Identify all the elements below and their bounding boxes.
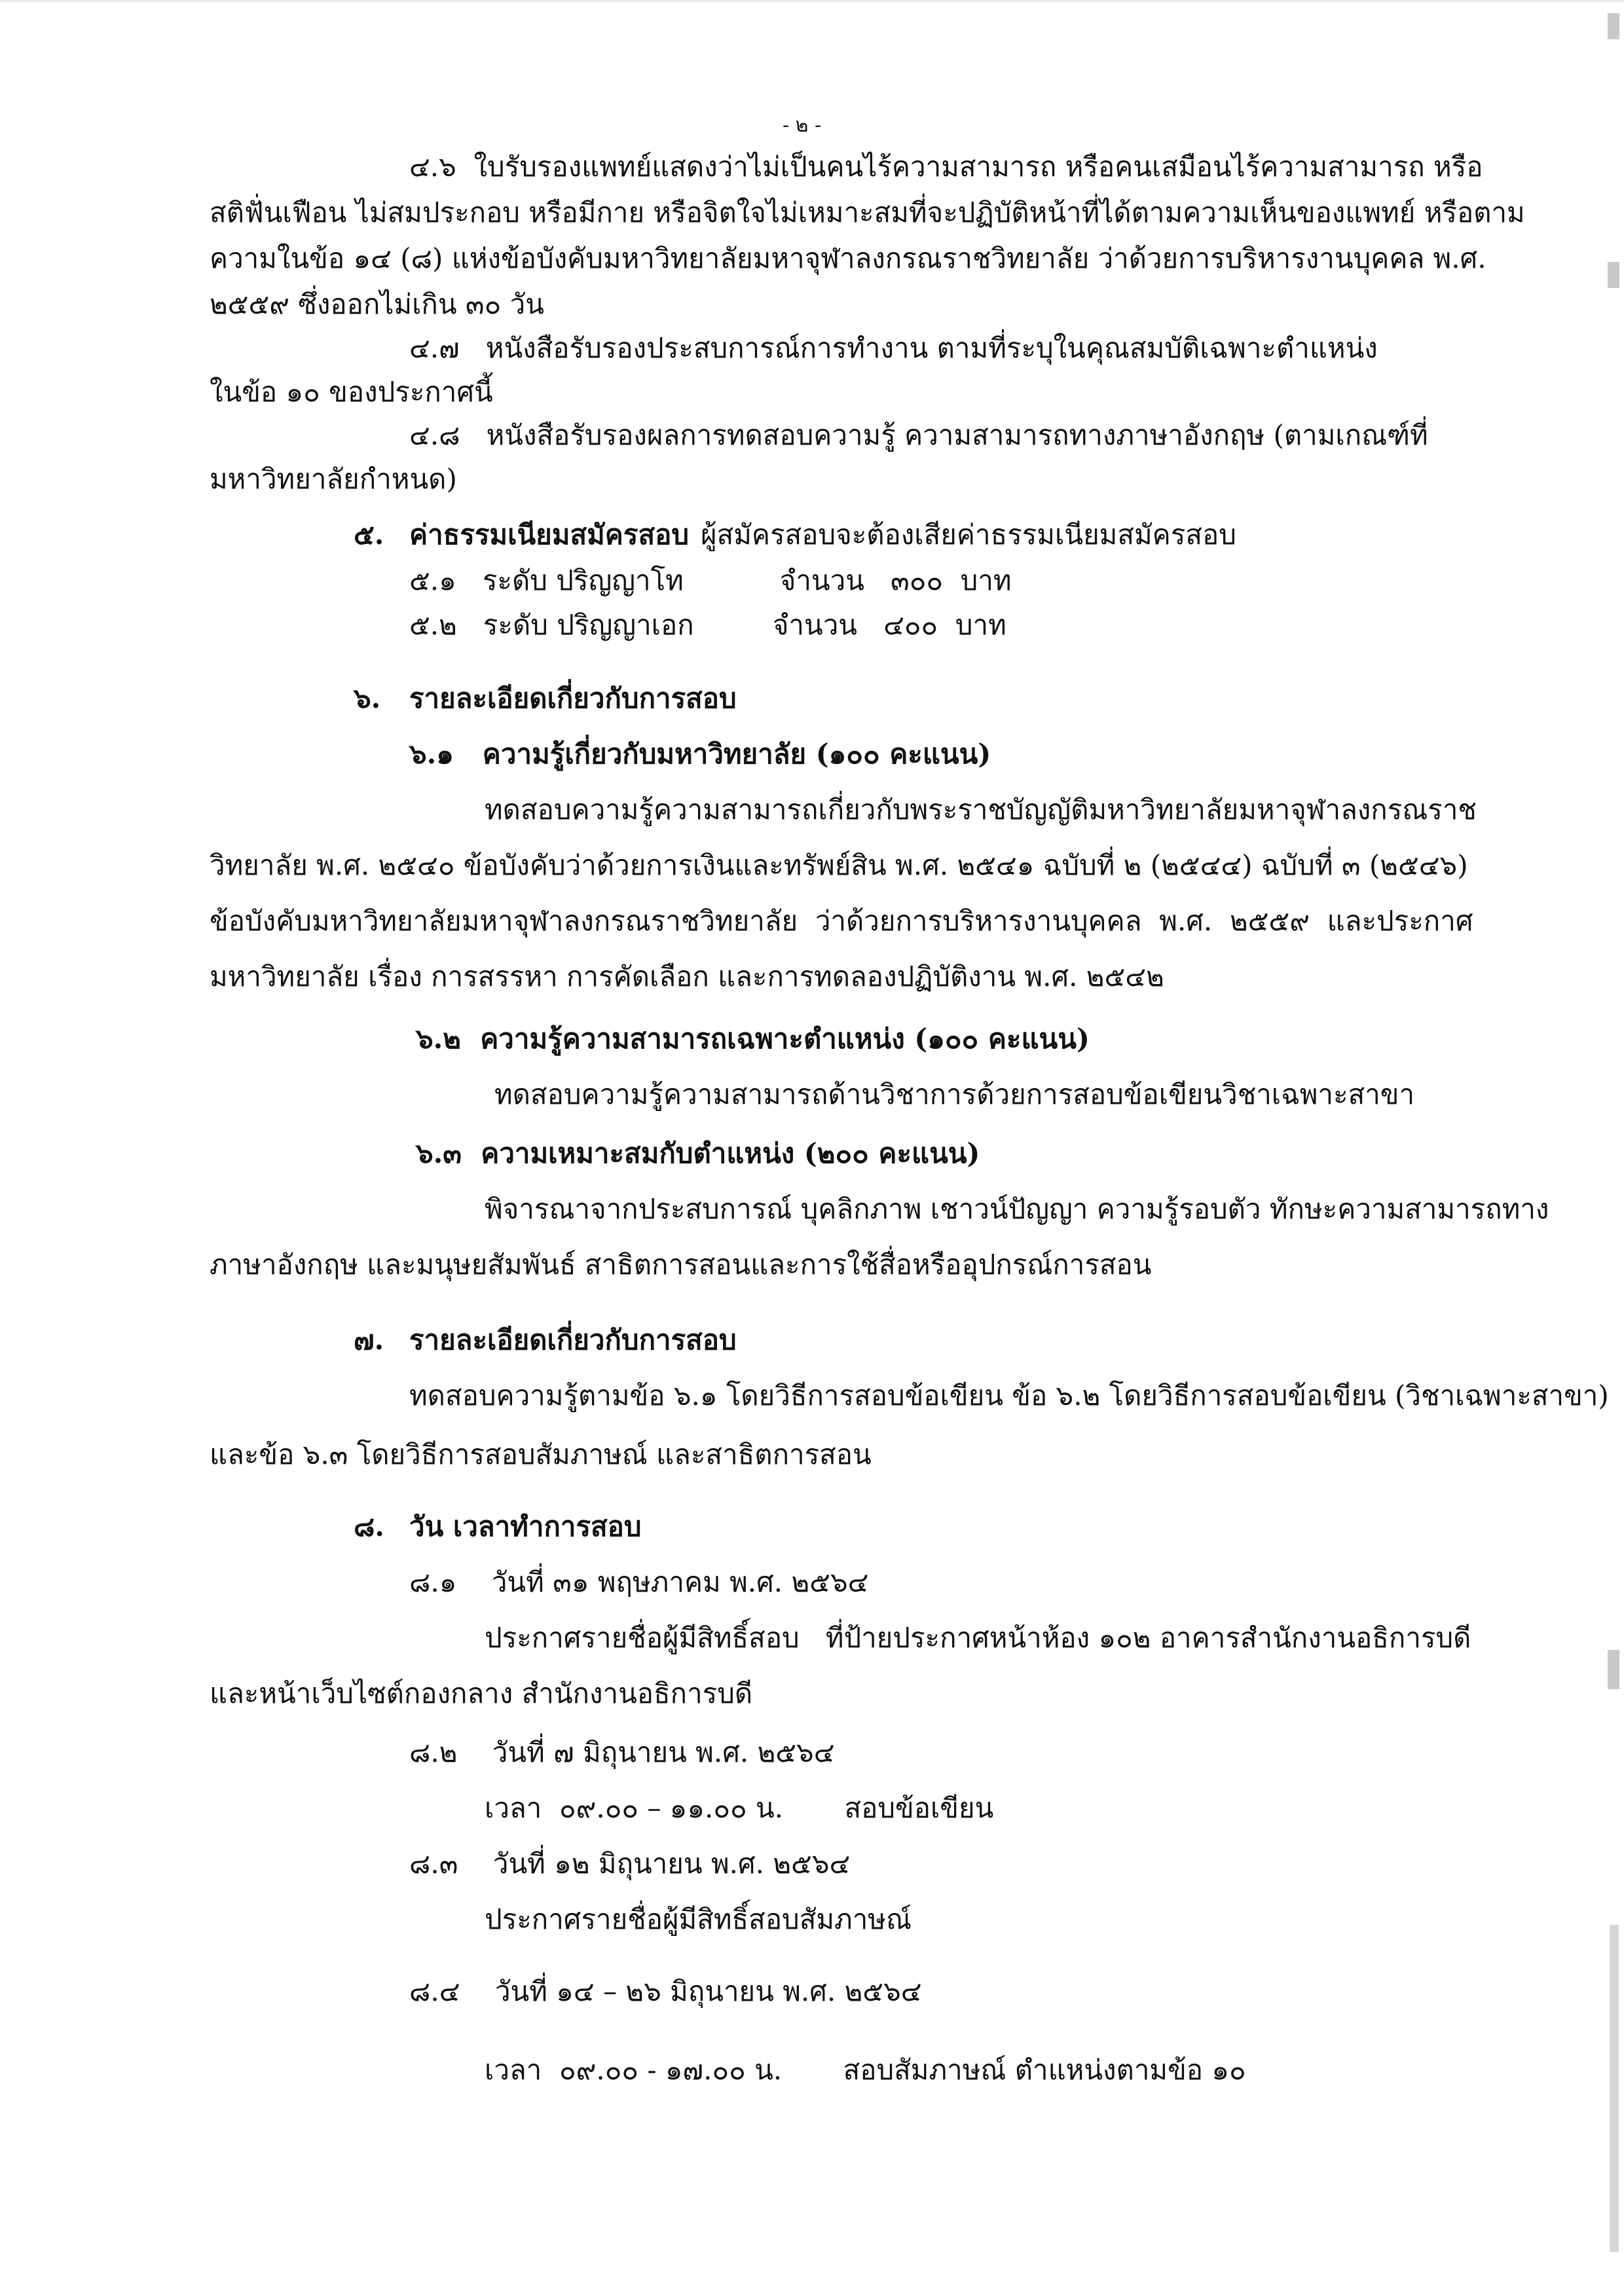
section-6-3-line-2: ภาษาอังกฤษ และมนุษยสัมพันธ์ สาธิตการสอนและการใช้สื่อหรืออุปกรณ์การสอน bbox=[210, 1248, 1152, 1281]
section-5-text: ผู้สมัครสอบจะต้องเสียค่าธรรมเนียมสมัครสอบ bbox=[701, 519, 1236, 551]
item-4-7-line-2: ในข้อ ๑๐ ของประกาศนี้ bbox=[210, 376, 493, 408]
schedule-8-4-date: ๘.๔ วันที่ ๑๔ – ๒๖ มิถุนายน พ.ศ. ๒๕๖๔ bbox=[409, 1975, 922, 2007]
item-4-6-line-1: ๔.๖ ใบรับรองแพทย์แสดงว่าไม่เป็นคนไร้ความสามารถ หรือคนเสมือนไร้ความสามารถ หรือ bbox=[409, 151, 1483, 183]
item-4-6-line-3: ความในข้อ ๑๔ (๘) แห่งข้อบังคับมหาวิทยาลัยมหาจุฬาลงกรณราชวิทยาลัย ว่าด้วยการบริหารงานบุคคล พ.ศ. bbox=[210, 242, 1486, 274]
item-4-8-line-2: มหาวิทยาลัยกำหนด) bbox=[210, 463, 457, 495]
section-7-line-1: ทดสอบความรู้ตามข้อ ๖.๑ โดยวิธีการสอบข้อเขียน ข้อ ๖.๒ โดยวิธีการสอบข้อเขียน (วิชาเฉพาะสาขา) bbox=[409, 1379, 1609, 1412]
scan-edge-mark bbox=[1610, 1925, 1619, 2252]
section-7-number: ๗. bbox=[354, 1324, 384, 1356]
schedule-8-2-date: ๘.๒ วันที่ ๗ มิถุนายน พ.ศ. ๒๕๖๔ bbox=[409, 1736, 835, 1768]
fee-masters: ๕.๑ ระดับ ปริญญาโท จำนวน ๓๐๐ บาท bbox=[409, 564, 1012, 596]
section-6-1-line-3: ข้อบังคับมหาวิทยาลัยมหาจุฬาลงกรณราชวิทยาลัย ว่าด้วยการบริหารงานบุคคล พ.ศ. ๒๕๕๙ และประกาศ bbox=[210, 905, 1473, 937]
schedule-8-3-date: ๘.๓ วันที่ ๑๒ มิถุนายน พ.ศ. ๒๕๖๔ bbox=[409, 1848, 851, 1880]
section-6-3-heading: ๖.๓ ความเหมาะสมกับตำแหน่ง (๒๐๐ คะแนน) bbox=[416, 1137, 980, 1169]
scan-edge-mark bbox=[1608, 262, 1619, 288]
section-7-title: รายละเอียดเกี่ยวกับการสอบ bbox=[409, 1324, 737, 1356]
schedule-8-1-line-2: และหน้าเว็บไซต์กองกลาง สำนักงานอธิการบดี bbox=[210, 1677, 753, 1709]
section-6-1-line-4: มหาวิทยาลัย เรื่อง การสรรหา การคัดเลือก และการทดลองปฏิบัติงาน พ.ศ. ๒๕๔๒ bbox=[210, 960, 1164, 993]
schedule-8-1-line-1: ประกาศรายชื่อผู้มีสิทธิ์สอบ ที่ป้ายประกาศหน้าห้อง ๑๐๒ อาคารสำนักงานอธิการบดี bbox=[485, 1622, 1471, 1654]
fee-doctoral: ๕.๒ ระดับ ปริญญาเอก จำนวน ๔๐๐ บาท bbox=[409, 609, 1006, 641]
schedule-8-3-line-1: ประกาศรายชื่อผู้มีสิทธิ์สอบสัมภาษณ์ bbox=[485, 1903, 912, 1935]
section-6-1-line-1: ทดสอบความรู้ความสามารถเกี่ยวกับพระราชบัญญัติมหาวิทยาลัยมหาจุฬาลงกรณราช bbox=[485, 793, 1477, 826]
section-6-number: ๖. bbox=[354, 682, 381, 714]
schedule-8-4-time: เวลา ๐๙.๐๐ - ๑๗.๐๐ น. สอบสัมภาษณ์ ตำแหน่งตามข้อ ๑๐ bbox=[485, 2054, 1246, 2086]
section-5-title: ค่าธรรมเนียมสมัครสอบ bbox=[409, 519, 689, 551]
scan-edge-mark bbox=[1608, 1650, 1619, 1689]
section-6-2-line-1: ทดสอบความรู้ความสามารถด้านวิชาการด้วยการสอบข้อเขียนวิชาเฉพาะสาขา bbox=[494, 1078, 1415, 1110]
item-4-7-line-1: ๔.๗ หนังสือรับรองประสบการณ์การทำงาน ตามที่ระบุในคุณสมบัติเฉพาะตำแหน่ง bbox=[409, 332, 1378, 364]
section-8-title: วัน เวลาทำการสอบ bbox=[409, 1510, 642, 1542]
section-8-number: ๘. bbox=[354, 1510, 385, 1542]
scan-edge-mark bbox=[1608, 13, 1619, 39]
scan-top-edge bbox=[0, 0, 1624, 2]
item-4-8-line-1: ๔.๘ หนังสือรับรองผลการทดสอบความรู้ ความสามารถทางภาษาอังกฤษ (ตามเกณฑ์ที่ bbox=[409, 419, 1428, 451]
item-4-6-line-2: สติฟั่นเฟือน ไม่สมประกอบ หรือมีกาย หรือจิตใจไม่เหมาะสมที่จะปฏิบัติหน้าที่ได้ตามความเห็นของแพทย์ หรือตาม bbox=[210, 196, 1525, 228]
section-7-line-2: และข้อ ๖.๓ โดยวิธีการสอบสัมภาษณ์ และสาธิตการสอน bbox=[210, 1438, 872, 1470]
page-number: - ๒ - bbox=[783, 114, 822, 137]
section-6-2-heading: ๖.๒ ความรู้ความสามารถเฉพาะตำแหน่ง (๑๐๐ คะแนน) bbox=[416, 1023, 1090, 1055]
section-5-number: ๕. bbox=[354, 519, 384, 551]
schedule-8-1-date: ๘.๑ วันที่ ๓๑ พฤษภาคม พ.ศ. ๒๕๖๔ bbox=[409, 1566, 869, 1598]
item-4-6-line-4: ๒๕๕๙ ซึ่งออกไม่เกิน ๓๐ วัน bbox=[210, 288, 544, 320]
section-6-1-line-2: วิทยาลัย พ.ศ. ๒๕๔๐ ข้อบังคับว่าด้วยการเงินและทรัพย์สิน พ.ศ. ๒๕๔๑ ฉบับที่ ๒ (๒๕๔๔) ฉบับที่ ๓ (๒๕๔๖) bbox=[210, 849, 1468, 881]
schedule-8-2-time: เวลา ๐๙.๐๐ – ๑๑.๐๐ น. สอบข้อเขียน bbox=[485, 1792, 994, 1824]
section-6-1-heading: ๖.๑ ความรู้เกี่ยวกับมหาวิทยาลัย (๑๐๐ คะแนน) bbox=[409, 738, 991, 770]
section-6-3-line-1: พิจารณาจากประสบการณ์ บุคลิกภาพ เชาวน์ปัญญา ความรู้รอบตัว ทักษะความสามารถทาง bbox=[485, 1193, 1549, 1225]
section-6-title: รายละเอียดเกี่ยวกับการสอบ bbox=[409, 682, 737, 714]
